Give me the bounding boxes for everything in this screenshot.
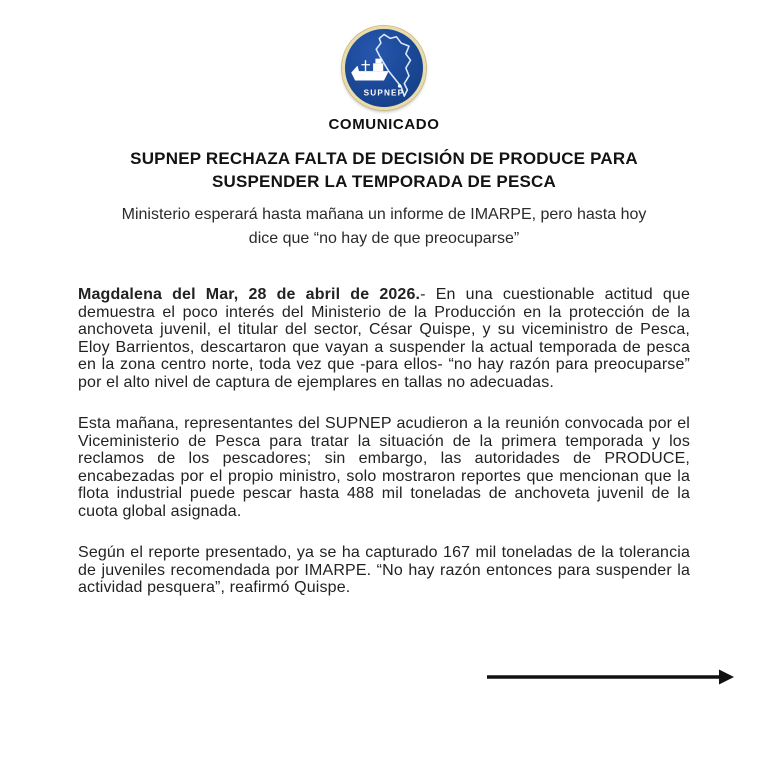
paragraph-1 bbox=[78, 286, 690, 391]
paragraph-2: Esta mañana, representantes del SUPNEP acudieron a la reunión convocada por el Viceministerio de Pesca para tratar la situación de la primera temporada y los reclamos de los pescadores; sin embargo, las autoridades de PRODUCE, encabezadas por el propio ministro, solo mostraron reportes que mencionan que la flota industrial puede pescar hasta 488 mil toneladas de anchoveta juvenil de la cuota global asignada. bbox=[78, 415, 690, 520]
kicker-comunicado: COMUNICADO bbox=[328, 116, 440, 133]
supnep-logo-circle bbox=[342, 26, 426, 110]
article-body bbox=[78, 286, 690, 621]
supnep-logo bbox=[342, 26, 426, 110]
subheadline-line-2: dice que “no hay de que preocuparse” bbox=[248, 230, 520, 247]
headline-line-2: SUSPENDER LA TEMPORADA DE PESCA bbox=[211, 172, 557, 191]
paragraph-3: Según el reporte presentado, ya se ha capturado 167 mil toneladas de la tolerancia de juveniles recomendada por IMARPE. “No hay razón entonces para suspender la actividad pesquera”, reafirmó Quispe. bbox=[78, 544, 690, 596]
paragraph-1-text: - En una cuestionable actitud que demuestra el poco interés del Ministerio de la Producción en la protección de la anchoveta juvenil, el titular del sector, César Quispe, y su viceministro de Pesca, Eloy Barrientos, descartaron que vayan a suspender la actual temporada de pesca en la zona centro norte, toda vez que -para ellos- “no hay razón para preocuparse” por el alto nivel de captura de ejemplares en tallas no adecuadas. bbox=[78, 286, 690, 391]
headline-line-1: SUPNEP RECHAZA FALTA DE DECISIÓN DE PRODUCE PARA bbox=[130, 149, 638, 168]
peru-map-ship-icon bbox=[345, 29, 423, 107]
headline bbox=[0, 147, 768, 193]
logo-wordmark: SUPNEP bbox=[363, 88, 405, 98]
map-location-dot bbox=[398, 84, 401, 87]
dateline: Magdalena del Mar, 28 de abril de 2026. bbox=[78, 286, 421, 303]
next-page-arrow-icon bbox=[485, 668, 735, 686]
subheadline bbox=[0, 203, 768, 251]
subheadline-line-1: Ministerio esperará hasta mañana un informe de IMARPE, pero hasta hoy bbox=[121, 206, 647, 223]
